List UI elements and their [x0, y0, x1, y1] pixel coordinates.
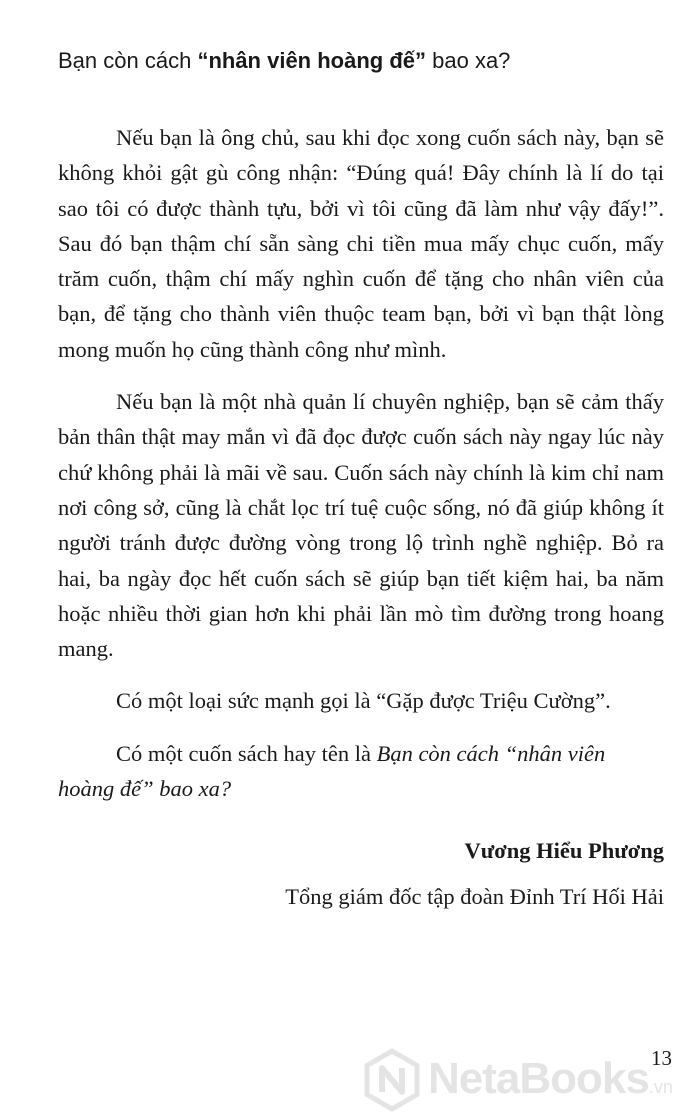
author-title: Tổng giám đốc tập đoàn Đỉnh Trí Hối Hải	[285, 884, 664, 909]
book-title-italic: Bạn còn cách “nhân viên hoàng đế” bao xa?	[58, 740, 606, 802]
watermark-brand: NetaBooks	[428, 1054, 649, 1103]
paragraph-book	[58, 736, 664, 807]
author-name: Vương Hiểu Phương	[464, 838, 664, 863]
paragraph-power: Có một loại sức mạnh gọi là “Gặp được Triệu Cường”.	[116, 688, 611, 714]
paragraph-manager: Nếu bạn là một nhà quản lí chuyên nghiệp, bạn sẽ cảm thấy bản thân thật may mắn vì đã đọc được cuốn sách này ngay lúc này chứ không phải là mãi về sau. Cuốn sách này chính là kim chỉ nam nơi công sở, cũng là chắt lọc trí tuệ cuộc sống, nó đã giúp không ít người tránh được đường vòng trong lộ trình nghề nghiệp. Bỏ ra hai, ba ngày đọc hết cuốn sách sẽ giúp bạn tiết kiệm hai, ba năm hoặc nhiều thời gian hơn khi phải lần mò tìm đường trong hoang mang.	[58, 389, 664, 662]
running-head-bold-title: “nhân viên hoàng đế”	[197, 48, 427, 73]
watermark-suffix: .vn	[648, 1077, 673, 1097]
body-text	[58, 120, 664, 823]
running-head-text-end: bao xa?	[426, 48, 511, 73]
running-head-text-start: Bạn còn cách	[58, 48, 198, 73]
running-head	[58, 48, 510, 74]
watermark-logo	[360, 1046, 690, 1116]
paragraph-book-text: Có một cuốn sách hay tên là	[116, 740, 377, 766]
page-number: 13	[651, 1046, 672, 1070]
watermark-hexagon-icon	[360, 1048, 424, 1112]
watermark-text	[428, 1054, 673, 1104]
paragraph-owner: Nếu bạn là ông chủ, sau khi đọc xong cuốn sách này, bạn sẽ không khỏi gật gù công nhận: “Đúng quá! Đây chính là lí do tại sao tôi có được thành tựu, bởi vì tôi cũng đã làm như vậy đấy!”. Sau đó bạn thậm chí sẵn sàng chi tiền mua mấy chục cuốn, mấy trăm cuốn, thậm chí mấy nghìn cuốn để tặng cho nhân viên của bạn, để tặng cho thành viên thuộc team bạn, bởi vì bạn thật lòng mong muốn họ cũng thành công như mình.	[58, 125, 664, 362]
